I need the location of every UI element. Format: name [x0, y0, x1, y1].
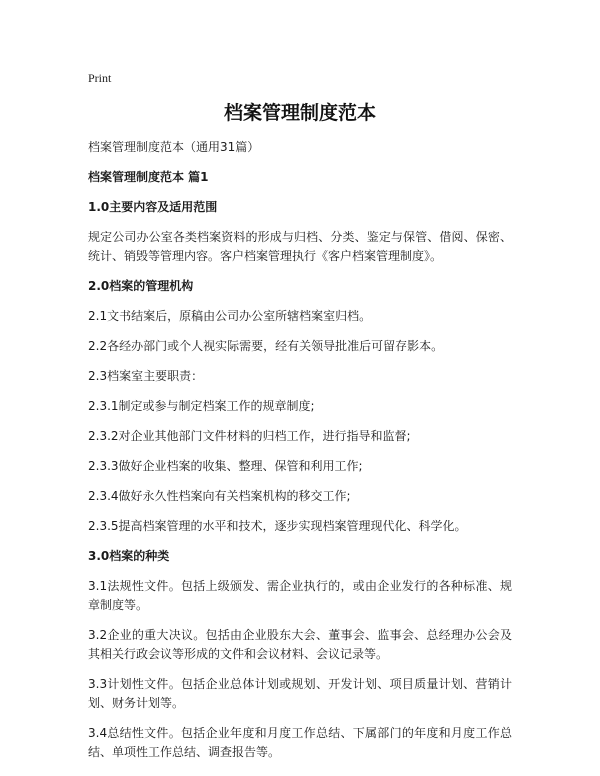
paragraph: 2.2各经办部门或个人视实际需要，经有关领导批准后可留存影本。: [88, 339, 444, 353]
paragraph: 2.3.1制定或参与制定档案工作的规章制度;: [88, 399, 315, 413]
paragraph: 2.3档案室主要职责：: [88, 369, 204, 383]
heading-1: 1.0主要内容及适用范围: [88, 200, 218, 214]
paragraph: 2.3.4做好永久性档案向有关档案机构的移交工作;: [88, 489, 351, 503]
paragraph: 3.1法规性文件。包括上级颁发、需企业执行的，或由企业发行的各种标准、规章制度等。: [88, 579, 512, 612]
print-label: Print: [88, 71, 112, 85]
paragraph: 规定公司办公室各类档案资料的形成与归档、分类、鉴定与保管、借阅、保密、统计、销毁等管理内容。客户档案管理执行《客户档案管理制度》。: [88, 230, 512, 263]
paragraph: 2.3.2对企业其他部门文件材料的归档工作，进行指导和监督;: [88, 429, 411, 443]
document-subtitle: 档案管理制度范本（通用31篇）: [88, 140, 260, 154]
heading-2: 2.0档案的管理机构: [88, 279, 194, 293]
heading-3: 3.0档案的种类: [88, 549, 170, 563]
section-title: 档案管理制度范本 篇1: [88, 170, 209, 184]
paragraph: 2.3.3做好企业档案的收集、整理、保管和利用工作;: [88, 459, 363, 473]
paragraph: 3.4总结性文件。包括企业年度和月度工作总结、下属部门的年度和月度工作总结、单项性工作总结、调查报告等。: [88, 726, 512, 759]
paragraph: 2.1文书结案后，原稿由公司办公室所辖档案室归档。: [88, 309, 372, 323]
paragraph: 3.3计划性文件。包括企业总体计划或规划、开发计划、项目质量计划、营销计划、财务计划等。: [88, 677, 512, 710]
document-title: 档案管理制度范本: [223, 102, 376, 124]
paragraph: 3.2企业的重大决议。包括由企业股东大会、董事会、监事会、总经理办公会及其相关行政会议等形成的文件和会议材料、会议记录等。: [88, 628, 512, 661]
paragraph: 2.3.5提高档案管理的水平和技术，逐步实现档案管理现代化、科学化。: [88, 519, 467, 533]
